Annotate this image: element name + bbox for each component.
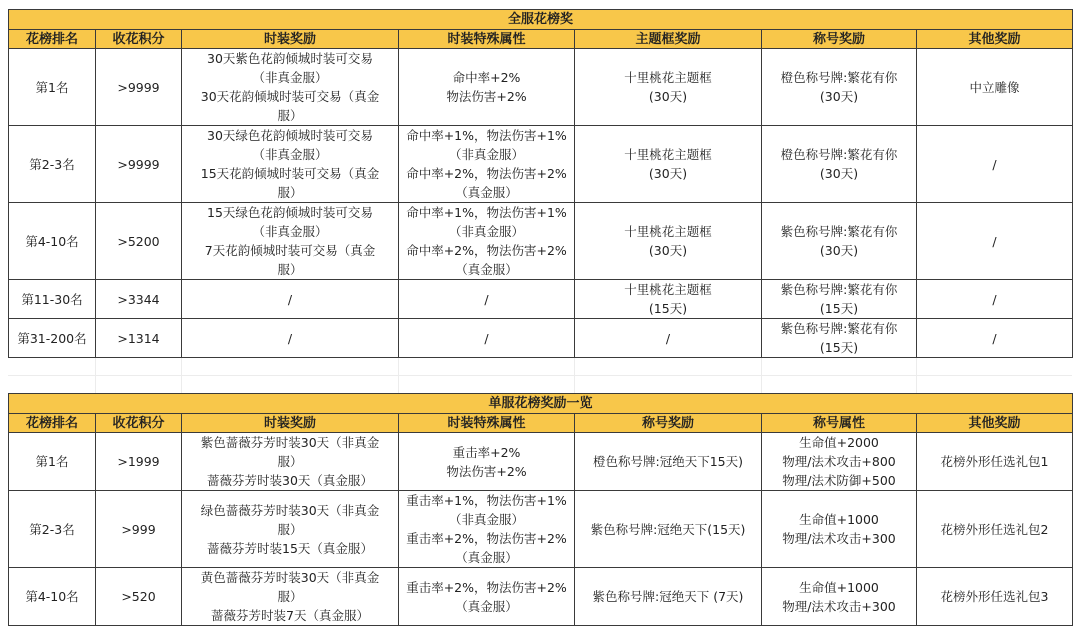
title-attr-cell — [762, 568, 917, 626]
column-header: 其他奖励 — [917, 30, 1073, 49]
other-reward-cell — [917, 126, 1073, 203]
points-cell: >5200 — [96, 203, 182, 280]
other-reward-cell — [917, 280, 1073, 319]
frame-reward-cell-line: (30天) — [648, 89, 688, 104]
other-reward-cell-line: 花榜外形任选礼包3 — [940, 589, 1049, 604]
title-reward-cell-line: (30天) — [819, 243, 859, 258]
column-header: 收花积分 — [96, 414, 182, 433]
fashion-attr-cell-line: / — [484, 291, 489, 307]
title-reward-cell-line: 紫色称号牌:繁花有你 — [780, 224, 898, 239]
fashion-reward-cell — [182, 433, 399, 491]
points-cell: >9999 — [96, 126, 182, 203]
fashion-reward-cell-line: 7天花韵倾城时装可交易（真金 — [204, 243, 376, 258]
fashion-attr-cell — [399, 126, 575, 203]
rank-cell: 第31-200名 — [9, 319, 96, 358]
table-row — [9, 568, 1073, 626]
table-row — [9, 49, 1073, 126]
title-reward-cell-line: 紫色称号牌:冠绝天下 (7天) — [592, 589, 744, 604]
table-row — [9, 280, 1073, 319]
title-reward-cell-line: 紫色称号牌:冠绝天下(15天) — [590, 521, 746, 537]
frame-reward-cell — [575, 280, 762, 319]
header-row — [9, 30, 1073, 49]
fashion-reward-cell — [182, 49, 399, 126]
column-header: 时装特殊属性 — [399, 414, 575, 433]
table-title: 单服花榜奖励一览 — [9, 394, 1073, 414]
fashion-attr-cell — [399, 49, 575, 126]
frame-reward-cell-line: 十里桃花主题框 — [624, 282, 712, 297]
title-attr-cell-line: 物理/法术防御+500 — [782, 473, 896, 488]
table-body — [9, 433, 1073, 626]
title-reward-cell-line: 紫色称号牌:繁花有你 — [780, 321, 898, 336]
title-reward-cell-line: (30天) — [819, 89, 859, 104]
other-reward-cell — [917, 433, 1073, 491]
other-reward-cell — [917, 568, 1073, 626]
fashion-attr-cell-line: 重击率+2% — [452, 444, 521, 460]
points-cell: >1999 — [96, 433, 182, 491]
column-header: 花榜排名 — [9, 414, 96, 433]
title-reward-cell-line: (15天) — [819, 340, 859, 355]
other-reward-cell — [917, 49, 1073, 126]
frame-reward-cell — [575, 203, 762, 280]
column-header: 称号奖励 — [575, 414, 762, 433]
frame-reward-cell-line: 十里桃花主题框 — [624, 70, 712, 85]
title-attr-cell — [762, 433, 917, 491]
server-wide-reward-table — [8, 9, 1073, 358]
fashion-reward-cell-line: 服） — [277, 185, 303, 200]
title-reward-cell — [762, 126, 917, 203]
title-reward-cell — [575, 568, 762, 626]
other-reward-cell — [917, 203, 1073, 280]
fashion-reward-cell-line: 30天绿色花韵倾城时装可交易 — [207, 128, 373, 143]
title-attr-cell-line: 物理/法术攻击+300 — [782, 598, 896, 614]
frame-reward-cell-line: (15天) — [648, 301, 688, 316]
title-attr-cell-line: 生命值+1000 — [799, 579, 879, 595]
points-cell: >999 — [96, 491, 182, 568]
column-header: 其他奖励 — [917, 414, 1073, 433]
title-reward-cell — [762, 319, 917, 358]
fashion-attr-cell-line: （非真金服） — [448, 512, 524, 527]
fashion-reward-cell-line: （非真金服） — [252, 70, 328, 85]
fashion-reward-cell — [182, 568, 399, 626]
column-header: 时装特殊属性 — [399, 30, 575, 49]
column-header: 花榜排名 — [9, 30, 96, 49]
fashion-attr-cell-line: （真金服） — [455, 262, 518, 277]
other-reward-cell-line: 花榜外形任选礼包2 — [940, 521, 1049, 537]
fashion-reward-cell-line: 蔷薇芬芳时装30天（真金服） — [207, 473, 373, 488]
title-reward-cell-line: (30天) — [819, 166, 859, 181]
other-reward-cell — [917, 491, 1073, 568]
fashion-attr-cell-line: （真金服） — [455, 550, 518, 565]
fashion-reward-cell-line: （非真金服） — [252, 224, 328, 239]
fashion-reward-cell-line: （非真金服） — [252, 147, 328, 162]
title-attr-cell — [762, 491, 917, 568]
fashion-attr-cell-line: 命中率+1%，物法伤害+1% — [406, 205, 567, 220]
title-reward-cell-line: 橙色称号牌:繁花有你 — [780, 147, 898, 162]
fashion-reward-cell-line: 蔷薇芬芳时装7天（真金服） — [211, 608, 369, 623]
table-title: 全服花榜奖 — [9, 10, 1073, 30]
frame-reward-cell-line: 十里桃花主题框 — [624, 147, 712, 162]
rank-cell: 第1名 — [9, 433, 96, 491]
column-header: 称号属性 — [762, 414, 917, 433]
points-cell: >520 — [96, 568, 182, 626]
fashion-reward-cell-line: 服） — [277, 454, 303, 469]
fashion-reward-cell — [182, 280, 399, 319]
single-server-reward-table — [8, 393, 1073, 626]
title-reward-cell-line: 橙色称号牌:繁花有你 — [780, 70, 898, 85]
title-reward-cell — [575, 491, 762, 568]
fashion-attr-cell — [399, 319, 575, 358]
table-row — [9, 319, 1073, 358]
fashion-reward-cell — [182, 319, 399, 358]
fashion-attr-cell-line: 重击率+2%，物法伤害+2% — [406, 531, 567, 546]
fashion-attr-cell-line: 重击率+1%，物法伤害+1% — [406, 493, 567, 508]
table-row — [9, 433, 1073, 491]
fashion-attr-cell-line: 重击率+2%，物法伤害+2% — [406, 579, 567, 595]
spreadsheet — [8, 9, 1072, 626]
other-reward-cell-line: / — [992, 291, 997, 307]
table-row — [9, 203, 1073, 280]
fashion-reward-cell — [182, 126, 399, 203]
empty-rows — [8, 358, 1072, 393]
title-attr-cell-line: 物理/法术攻击+300 — [782, 531, 896, 546]
fashion-attr-cell — [399, 203, 575, 280]
rank-cell: 第4-10名 — [9, 568, 96, 626]
fashion-reward-cell — [182, 491, 399, 568]
title-reward-cell — [762, 280, 917, 319]
title-reward-cell — [762, 203, 917, 280]
title-reward-cell — [575, 433, 762, 491]
fashion-attr-cell-line: / — [484, 330, 489, 346]
fashion-reward-cell-line: 蔷薇芬芳时装15天（真金服） — [207, 540, 373, 556]
fashion-reward-cell-line: 30天花韵倾城时装可交易（真金 — [200, 89, 380, 104]
title-attr-cell-line: 物理/法术攻击+800 — [782, 454, 896, 469]
fashion-reward-cell-line: 服） — [277, 589, 303, 604]
frame-reward-cell-line: (30天) — [648, 243, 688, 258]
fashion-attr-cell — [399, 568, 575, 626]
fashion-attr-cell-line: （非真金服） — [448, 147, 524, 162]
fashion-attr-cell — [399, 280, 575, 319]
rank-cell: 第11-30名 — [9, 280, 96, 319]
fashion-reward-cell-line: 15天绿色花韵倾城时装可交易 — [207, 205, 373, 220]
fashion-reward-cell-line: 15天花韵倾城时装可交易（真金 — [200, 166, 380, 181]
fashion-reward-cell-line: / — [287, 291, 293, 307]
title-reward-cell-line: 橙色称号牌:冠绝天下15天) — [593, 454, 743, 469]
column-header: 时装奖励 — [182, 30, 399, 49]
fashion-attr-cell-line: 命中率+2%，物法伤害+2% — [406, 243, 567, 258]
table-row — [9, 491, 1073, 568]
frame-reward-cell — [575, 49, 762, 126]
points-cell: >3344 — [96, 280, 182, 319]
fashion-attr-cell-line: （真金服） — [455, 185, 518, 200]
title-attr-cell-line: 生命值+2000 — [799, 435, 879, 450]
fashion-attr-cell — [399, 491, 575, 568]
title-attr-cell-line: 生命值+1000 — [799, 512, 879, 527]
points-cell: >9999 — [96, 49, 182, 126]
fashion-attr-cell-line: 命中率+2% — [452, 70, 521, 85]
column-header: 称号奖励 — [762, 30, 917, 49]
other-reward-cell-line: 中立雕像 — [969, 79, 1020, 95]
rank-cell: 第4-10名 — [9, 203, 96, 280]
fashion-reward-cell-line: 黄色蔷薇芬芳时装30天（非真金 — [200, 570, 380, 585]
frame-reward-cell-line: / — [665, 330, 671, 346]
fashion-reward-cell-line: 服） — [277, 521, 303, 537]
rank-cell: 第1名 — [9, 49, 96, 126]
other-reward-cell-line: / — [992, 330, 997, 346]
fashion-attr-cell-line: 物法伤害+2% — [446, 463, 527, 479]
fashion-reward-cell-line: 绿色蔷薇芬芳时装30天（非真金 — [200, 502, 380, 518]
title-reward-cell-line: (15天) — [819, 301, 859, 316]
fashion-attr-cell-line: （真金服） — [455, 598, 518, 614]
title-reward-cell — [762, 49, 917, 126]
fashion-reward-cell-line: 30天紫色花韵倾城时装可交易 — [207, 51, 373, 66]
column-header: 时装奖励 — [182, 414, 399, 433]
fashion-attr-cell-line: 物法伤害+2% — [446, 89, 527, 104]
other-reward-cell-line: / — [992, 233, 997, 249]
frame-reward-cell-line: 十里桃花主题框 — [624, 224, 712, 239]
fashion-reward-cell-line: / — [287, 330, 293, 346]
title-reward-cell-line: 紫色称号牌:繁花有你 — [780, 282, 898, 297]
frame-reward-cell — [575, 319, 762, 358]
rank-cell: 第2-3名 — [9, 491, 96, 568]
fashion-attr-cell-line: 命中率+2%，物法伤害+2% — [406, 166, 567, 181]
fashion-attr-cell — [399, 433, 575, 491]
other-reward-cell-line: / — [992, 156, 997, 172]
frame-reward-cell — [575, 126, 762, 203]
rank-cell: 第2-3名 — [9, 126, 96, 203]
fashion-reward-cell — [182, 203, 399, 280]
points-cell: >1314 — [96, 319, 182, 358]
header-row — [9, 414, 1073, 433]
fashion-reward-cell-line: 服） — [277, 108, 303, 123]
fashion-attr-cell-line: （非真金服） — [448, 224, 524, 239]
column-header: 收花积分 — [96, 30, 182, 49]
other-reward-cell — [917, 319, 1073, 358]
fashion-reward-cell-line: 紫色蔷薇芬芳时装30天（非真金 — [200, 435, 380, 450]
table-body — [9, 49, 1073, 358]
table-row — [9, 126, 1073, 203]
column-header: 主题框奖励 — [575, 30, 762, 49]
frame-reward-cell-line: (30天) — [648, 166, 688, 181]
fashion-attr-cell-line: 命中率+1%，物法伤害+1% — [406, 128, 567, 143]
other-reward-cell-line: 花榜外形任选礼包1 — [940, 454, 1049, 469]
fashion-reward-cell-line: 服） — [277, 262, 303, 277]
